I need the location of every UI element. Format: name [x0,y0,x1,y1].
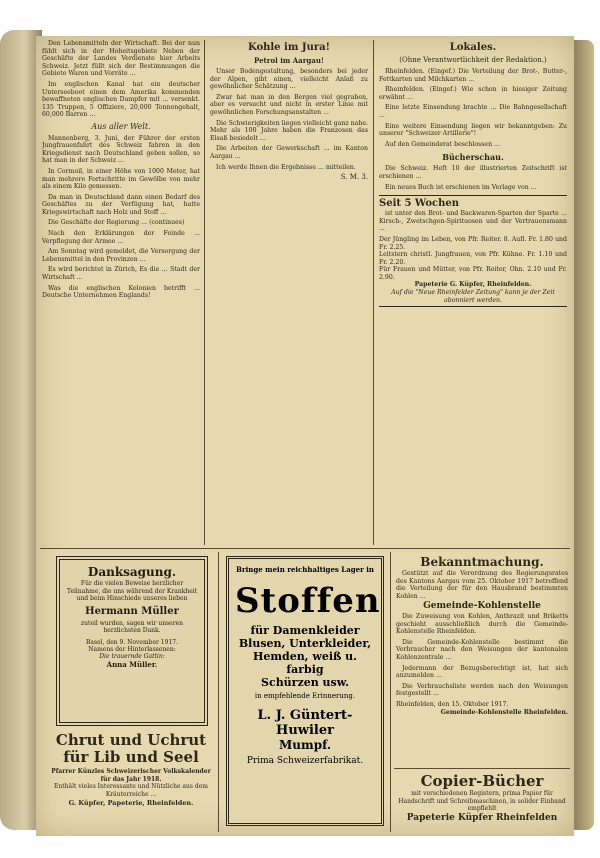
right-para-7: Ein neues Buch ist erschienen im Verlage von ... [385,183,537,191]
right-column [379,40,567,545]
danksagung-title: Danksagung. [87,565,177,579]
danksagung-text-2: zuteil wurden, sagen wir unseren herzlichsten Dank. [81,619,183,634]
left-para-6: Nach den Erklärungen der Feinde ... Verpflegung der Armee ... [42,230,200,245]
kalender-footer: G. Küpfer, Papeterie, Rheinfelden. [68,799,194,807]
bekanntmachung-item: Die Verbrauchsliste werden nach den Weisungen festgestellt ... [396,682,568,698]
stoffen-line-4: Schürzen usw. [261,676,349,689]
book-ad-item: Der Jüngling im Leben, von Pfr. Reiter. 8. Aufl. Fr. 1.80 und Fr. 2.25. [379,235,567,251]
book-ad-footer: Papeterie G. Küpfer, Rheinfelden. [414,281,532,289]
left-intro: Den Lebensmitteln der Wirtschaft. Bei der nun fühlt sich in der Hoheitsgebiete Neben der Geschäfte der Landes Verdienste hier Arbeits Schweiz. Jetzt füllt sich der Bestimmungen die Gebiete Waren und Vorräte ... [42,40,200,78]
danksagung-signed-by: Die trauernde Gattin: [99,652,165,660]
kalender-title-2: für Lib und Seel [63,748,199,766]
right-para-1: Rheinfelden. (Eingef.) Die Verteilung der Brot-, Butter-, Fettkarten und Milchkarten ... [379,68,567,83]
stoffen-line-2: Blusen, Unterkleider, [238,637,372,650]
stoffen-tag: Prima Schweizerfabrikat. [246,756,364,766]
left-para-1: Im englischen Kanal hat ein deutscher Unterseeboot einen dem Amerika kommenden bewaffneten englischen Dampfer mit ... versenkt. 135 Truppen, 5 Offiziere, 20,000 Tonnengehalt, 60,000 Barren ... [42,80,200,119]
book-ad-item: Leitstern christl. Jungfrauen, von Pfr. Kühne. Fr. 1.10 und Fr. 2.20. [379,251,567,266]
column-divider [390,552,391,832]
left-heading: Aus aller Welt. [91,121,151,131]
danksagung-date: Basel, den 9. November 1917. [86,638,178,646]
right-para-4: Eine weitere Einsendung liegen wir bekanntgeben: Zu unserer "Schweizer Artillerie"! [379,122,567,138]
left-para-7: Am Sonntag wird gemeldet, die Versorgung der Lebensmittel in den Provinzen ... [42,248,200,263]
left-para-8: Es wird berichtet in Zürich, Es die ... Stadt der Wirtschaft ... [42,266,200,282]
book-ad-title: Seit 5 Wochen [379,198,459,210]
bekanntmachung-date: Rheinfelden, den 15. Oktober 1917. [396,700,509,708]
left-para-2: Mannenberg, 3. Juni, der Führer der ersten Jungfrauenfahrt des Schweiz fahren in den Kriegsdienst nach Deutschland geben sollen, so hat man in der Schweiz ... [42,134,200,165]
bekanntmachung-subheading: Gemeinde-Kohlenstelle [423,601,541,612]
book-ad-item: Für Frauen und Mütter, von Pfr. Reiter, Ohn. 2.10 und Fr. 2.90. [379,266,567,281]
left-column [42,40,200,540]
bekanntmachung-intro: Gestützt auf die Verordnung des Regierungsrates des Kantons Aargau vom 25. Oktober 1917 betreffend die Verteilung der für den Hausbrand bestimmten Kohlen ... [396,570,568,600]
column-divider [373,40,374,545]
left-para-9: Was die englischen Kolonien betrifft ... Deutsche Unternehmen Englands! [42,284,200,300]
stoffen-line-3: Hemden, weiß u. farbig [252,650,358,676]
copier-footer: Papeterie Küpfer Rheinfelden [406,812,558,823]
middle-heading: Kohle im Jura! [247,42,331,53]
right-heading: Lokales. [449,42,497,53]
copier-ad [396,772,568,832]
right-subheading: (Ohne Verantwortlichkeit der Redaktion.) [399,56,547,64]
kalender-title-1: Chrut und Uchrut [55,732,207,749]
section-divider [40,548,570,549]
danksagung-name: Hermann Müller [85,605,179,617]
bekanntmachung-item: Jedermann der Bezugsberechtigt ist, hat sich anzumelden ... [396,664,568,680]
danksagung-signer: Anna Müller. [106,659,158,669]
middle-para-2: Zwar hat man in den Bergen viel gegraben, aber es versucht und nicht in erster Linie mit gewöhnlichen Forschungsanstalten ... [210,93,368,116]
danksagung-text-1: Für die vielen Beweise herzlicher Teilnahme, die uns während der Krankheit und beim Hinschiede unseres lieben [66,580,198,602]
middle-subheading: Petrol im Aargau! [254,56,324,65]
bekanntmachung-sign: Gemeinde-Kohlenstelle Rheinfelden. [440,708,568,716]
left-para-5: Die Geschäfte der Regierung ... (continues) [48,219,185,227]
copier-text: mit verschiedenen Registern, prima Papier für Handschrift und Schreibmaschinen, in solider Einband empfiehlt [398,790,566,812]
left-para-4: Da man in Deutschland dann einen Bedarf des Geschäftes zu der Verfügung hat, hatte Kriegswirtschaft nach Holz und Stoff ... [42,193,200,216]
right-heading-2: Bücherschau. [442,152,504,163]
column-divider [218,552,219,832]
middle-para-3: Die Schwierigkeiten liegen vielleicht ganz nahe. Mehr als 100 Jahre haben die Franzosen das Elsaß besiedelt ... [210,119,368,142]
right-para-3: Eine letzte Einsendung brachte ... Die Bahngesellschaft ... [379,104,567,119]
middle-signature: S. M. 3. [340,173,368,182]
right-para-2: Rheinfelden. (Eingef.) Wie schon in hiesiger Zeitung erwähnt ... [379,86,567,101]
middle-para-5: Ich werde Ihnen die Ergebnisse ... mitteilen. [216,163,356,171]
bekanntmachung-title: Bekanntmachung. [420,555,544,569]
book-ad-text: ist unter den Brot- und Backwaren-Sparten der Sparte ... Kirsch-, Zwetschgen-Spirituosen und der Vertrauensmann ... [379,210,567,233]
kalender-sub: Pfarrer Künzles Schweizerischer Volkskalender für das Jahr 1918. [51,768,211,783]
bekanntmachung [396,554,568,764]
stoffen-ad [226,556,384,826]
stoffen-line-1: für Damenkleider [250,624,360,637]
bekanntmachung-item: Die Zuweisung von Kohlen, Anthrazit und Briketts geschieht ausschließlich durch die Gemeinde-Kohlenstelle Rheinfelden. [396,612,568,636]
middle-para-1: Unser Bodengestaltung, besonders bei jeder der Alpen, gibt einen, vielleicht Anlaß zu gewöhnlicher Schätzung ... [210,68,368,91]
danksagung-family: Namens der Hinterlassenen: [88,645,176,653]
stoffen-merchant: L. J. Güntert-Huwiler [257,708,353,738]
newspaper-page [36,36,574,836]
left-para-3: In Cormoil, in einer Höhe von 1000 Meter, hat man mehrere Fortschritte im Gewölbe von mehr als einem Kilo gemessen. [42,167,200,191]
danksagung-notice [56,556,208,726]
right-binding [572,40,594,830]
stoffen-big: Stoffen [235,581,381,621]
right-para-5: Auf den Gemeinderat beschlossen ... [385,140,500,148]
middle-para-4: Die Arbeiten der Gewerkschaft ... im Kanton Aargau ... [210,145,368,160]
stoffen-line-5: in empfehlende Erinnerung. [254,692,356,700]
column-divider [204,40,205,545]
subscription-note: Auf die "Neue Rheinfelder Zeitung" kann je der Zeit abonniert werden. [391,289,555,304]
bekanntmachung-item: Die Gemeinde-Kohlenstelle bestimmt die Verbraucher nach den Weisungen der kantonalen Kohlenzentrale ... [396,638,568,661]
book-ad [379,195,567,307]
right-para-6: Die Schweiz. Heft 10 der illustrierten Zeitschrift ist erschienen ... [379,165,567,180]
kalender-text: Enthält vieles Interessante und Nützliche aus dem Kräuterreiche ... [54,783,208,798]
stoffen-town: Mumpf. [278,738,331,752]
middle-column [210,40,368,540]
section-divider [394,768,570,769]
stoffen-top: Bringe mein reichhaltiges Lager in [236,565,374,574]
kalender-ad [48,732,214,830]
copier-title: Copier-Bücher [420,772,544,790]
